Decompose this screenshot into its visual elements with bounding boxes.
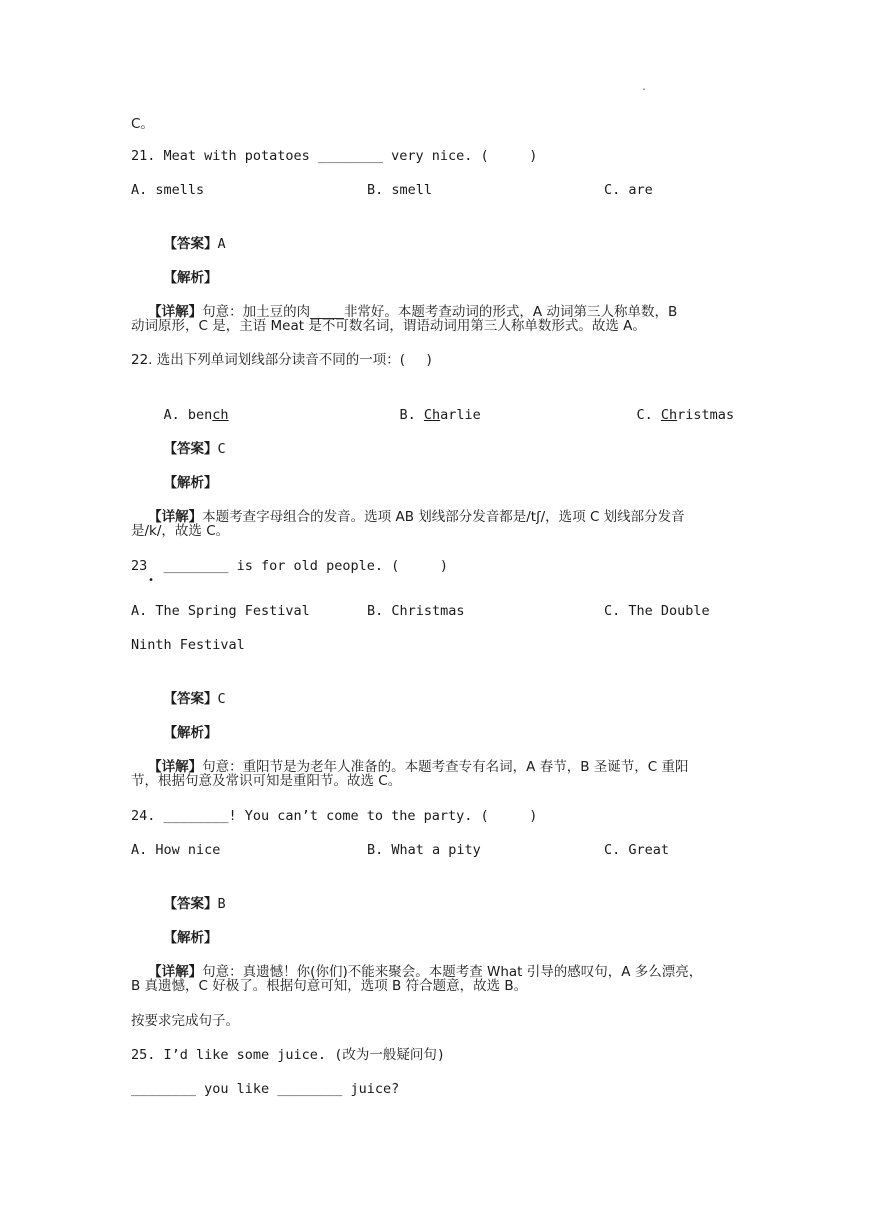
q23-option-c: C. The Double [604, 603, 710, 619]
answer-value: A [217, 236, 226, 252]
detail-label: 【详解】 [148, 964, 203, 980]
answer-value: B [217, 896, 226, 912]
answer-value: C [217, 691, 226, 707]
q24-detail-line-1: 【详解】句意：真遗憾！你(你们)不能来聚会。本题考查 What 引导的感叹句，A 多么漂亮， [148, 964, 703, 980]
q24-analysis-label: 【解析】 [163, 930, 218, 946]
stray-dot: • [148, 575, 155, 586]
q24-detail-line-2: B 真遗憾，C 好极了。根据句意可知，选项 B 符合题意，故选 B。 [131, 978, 528, 994]
answer-label: 【答案】 [163, 691, 218, 707]
underlined-letters: Ch [423, 407, 441, 423]
detail-label: 【详解】 [148, 509, 203, 525]
section-heading: 按要求完成句子。 [131, 1013, 239, 1029]
q21-option-c: C. are [604, 182, 653, 198]
q22-detail-line-2: 是/k/，故选 C。 [131, 523, 230, 539]
q24-option-a: A. How nice [131, 842, 221, 858]
q23-option-a: A. The Spring Festival [131, 603, 310, 619]
underlined-letters: Ch [660, 407, 678, 423]
q24-option-c: C. Great [604, 842, 670, 858]
q23-option-c-continued: Ninth Festival [131, 637, 245, 653]
q23-analysis-label: 【解析】 [163, 725, 218, 741]
q23-detail-line-1: 【详解】句意：重阳节是为老年人准备的。本题考查专有名词，A 春节，B 圣诞节，C 重阳 [148, 759, 689, 775]
q21-analysis-label: 【解析】 [163, 270, 218, 286]
q21-detail-line-1: 【详解】句意：加土豆的肉_____非常好。本题考查动词的形式，A 动词第三人称单数，B [148, 304, 678, 320]
question-22-stem: 22. 选出下列单词划线部分读音不同的一项：( ) [131, 352, 432, 368]
q21-detail-line-2: 动词原形，C 是，主语 Meat 是不可数名词，谓语动词用第三人称单数形式。故选 A。 [131, 318, 646, 334]
detail-label: 【详解】 [148, 304, 203, 320]
answer-label: 【答案】 [163, 236, 218, 252]
q22-analysis-label: 【解析】 [163, 475, 218, 491]
q23-detail-line-2: 节，根据句意及常识可知是重阳节。故选 C。 [131, 773, 402, 789]
q21-option-a: A. smells [131, 182, 205, 198]
q25-answer-blanks: ________ you like ________ juice? [131, 1081, 400, 1097]
q22-option-c: C. Christmas [636, 407, 735, 423]
question-23-stem: 23 ________ is for old people. ( ) [131, 558, 448, 574]
q22-detail-line-1: 【详解】本题考查字母组合的发音。选项 AB 划线部分发音都是/tʃ/，选项 C 划线部分发音 [148, 509, 685, 525]
underlined-letters: ch [212, 407, 229, 423]
answer-value: C [217, 441, 226, 457]
answer-label: 【答案】 [163, 896, 218, 912]
question-25-stem: 25. I’d like some juice. (改为一般疑问句) [131, 1047, 445, 1063]
q23-option-b: B. Christmas [367, 603, 465, 619]
q21-option-b: B. smell [367, 182, 433, 198]
answer-label: 【答案】 [163, 441, 218, 457]
q24-option-b: B. What a pity [367, 842, 481, 858]
q22-option-b: B. Charlie [399, 407, 481, 423]
question-21-stem: 21. Meat with potatoes ________ very nice. ( ) [131, 148, 538, 164]
q22-option-a: A. bench [163, 407, 229, 423]
question-24-stem: 24. ________! You can’t come to the party. ( ) [131, 808, 538, 824]
page-mark: . [641, 82, 648, 93]
detail-label: 【详解】 [148, 759, 203, 775]
previous-answer-tail: C。 [131, 116, 154, 132]
